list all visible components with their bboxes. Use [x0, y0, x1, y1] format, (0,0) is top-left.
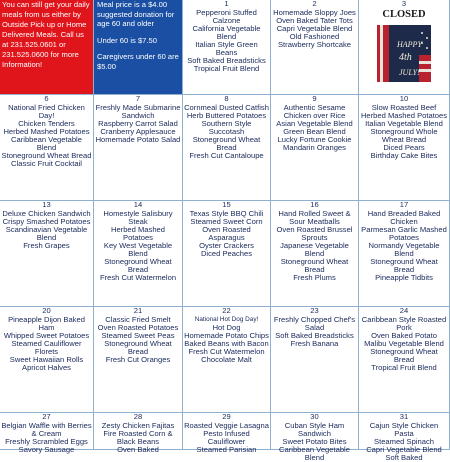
day-number: 31: [399, 412, 409, 421]
card-text-4th: 4th: [399, 51, 412, 63]
day-cell-24: [359, 307, 450, 413]
menu-item: Parmesan Garlic Mashed Potatoes: [361, 224, 447, 242]
menu-item: Soft Baked Breadsticks: [275, 330, 354, 340]
menu-item: Stoneground Wheat Bread: [192, 134, 261, 153]
day-cell-16: [271, 201, 359, 307]
info-box: [0, 0, 94, 95]
menu-item: Asian Vegetable Blend: [276, 118, 353, 128]
day-number: 10: [399, 94, 409, 103]
menu-item: Sweet Potato Bites: [282, 436, 347, 446]
menu-item: Apricot Halves: [22, 363, 71, 373]
day-cell-3-closed: [359, 0, 450, 95]
day-cell-10: [359, 95, 450, 201]
day-cell-1: [183, 0, 271, 95]
menu-item: Stoneground Wheat Bread: [370, 257, 438, 275]
day-number: 6: [44, 94, 49, 103]
menu-item: Stoneground Whole Wheat Bread: [370, 126, 438, 144]
menu-item: Steamed Cauliflower Florets: [11, 338, 82, 356]
menu-item: Italian Vegetable Blend: [365, 118, 443, 128]
menu-item: Fresh Cut Cantaloupe: [189, 151, 264, 161]
menu-item: Authentic Sesame Chicken over Rice: [283, 102, 346, 120]
day-number: 17: [399, 200, 409, 209]
menu-item: Fresh Banana: [290, 338, 339, 348]
menu-item: Slow Roasted Beef: [371, 102, 437, 112]
menu-item: Deluxe Chicken Sandwich: [2, 208, 91, 218]
day-number: 7: [135, 94, 141, 103]
fourth-of-july-card: [377, 25, 431, 82]
menu-item: Tropical Fruit Blend: [371, 363, 437, 373]
day-cell-14: [94, 201, 183, 307]
menu-item: Freshly Scrambled Eggs: [5, 436, 88, 446]
menu-item: Mandarin Oranges: [283, 143, 346, 153]
menu-item: Cranberry Applesauce: [100, 126, 176, 136]
menu-item: Oven Roasted Brussel Sprouts: [276, 224, 353, 242]
day-cell-15: [183, 201, 271, 307]
day-number: 13: [42, 200, 51, 209]
day-number: 27: [42, 412, 51, 421]
menu-item: Herb Buttered Potatoes: [186, 110, 267, 120]
menu-item: Herbed Mashed Potatoes: [360, 110, 448, 120]
day-cell-6: [0, 95, 94, 201]
menu-item: Stoneground Wheat Bread: [104, 338, 172, 356]
menu-item: Fire Roasted Corn & Black Beans: [103, 428, 173, 446]
menu-item: Diced Pears: [383, 143, 425, 153]
day-cell-9: [271, 95, 359, 201]
menu-item: Southern Style Succotash: [201, 118, 252, 136]
day-cell-8: [183, 95, 271, 201]
day-cell-27: [0, 412, 94, 454]
menu-item: Soft Baked Breadsticks: [187, 56, 266, 66]
menu-item: Oven Roasted Asparagus: [202, 224, 251, 242]
menu-item: Pineapple Dijon Baked Ham: [8, 314, 85, 332]
menu-item: Fresh Cut Oranges: [105, 355, 171, 365]
menu-item: Sweet Hawaiian Rolls: [9, 355, 84, 365]
menu-item: Herbed Mashed Potatoes: [110, 224, 166, 242]
card-text-happy: HAPPY: [397, 39, 422, 49]
menu-item: Lucky Fortune Cookie: [277, 134, 352, 144]
menu-item: Freshly Chopped Chef's Salad: [273, 314, 356, 332]
menu-item: Baked Beans with Bacon: [184, 338, 269, 348]
menu-item: Caribbean Vegetable Blend: [11, 134, 82, 153]
menu-item: Scandinavian Vegetable Blend: [5, 224, 88, 242]
day-number: 21: [133, 306, 143, 315]
menu-item: Herbed Mashed Potatoes: [3, 126, 90, 136]
menu-item: Steamed Spinach: [374, 436, 434, 446]
menu-item: Chocolate Malt: [201, 355, 252, 365]
menu-item: Fresh Plums: [293, 273, 336, 283]
price-line-under-60: Under 60 is $7.50: [97, 35, 157, 45]
day-number: 29: [222, 412, 231, 421]
day-number: 23: [310, 306, 319, 315]
menu-item: Belgian Waffle with Berries & Cream: [1, 420, 92, 438]
menu-item: Cuban Style Ham Sandwich: [284, 420, 345, 438]
menu-item: Caribbean Style Roasted Pork: [361, 314, 447, 332]
day-cell-7: [94, 95, 183, 201]
menu-item: Oven Baked Tater Tots: [276, 15, 353, 25]
card-text-july: JULY!: [399, 67, 420, 77]
menu-item: Hot Dog: [212, 322, 241, 332]
price-line-caregivers: Caregivers under 60 are $5.00: [97, 52, 179, 71]
menu-item: Pineapple Tidbits: [375, 273, 433, 283]
menu-item: Fresh Cut Watermelon: [188, 346, 265, 356]
menu-item: Stoneground Wheat Bread: [104, 257, 172, 275]
menu-item: Savory Sausage: [18, 444, 75, 454]
menu-item: Steamed Parisian: [196, 444, 257, 454]
day-number: 2: [312, 0, 317, 8]
menu-item: Fresh Cut Watermelon: [99, 273, 177, 283]
day-number: 8: [224, 94, 229, 103]
menu-item: Steamed Sweet Corn: [190, 216, 263, 226]
menu-item: Classic Fruit Cocktail: [11, 159, 82, 169]
menu-item: Cornmeal Dusted Catfish: [184, 102, 269, 112]
menu-item: Old Fashioned Strawberry Shortcake: [277, 31, 351, 49]
day-number: 22: [222, 306, 231, 315]
menu-item: Birthday Cake Bites: [370, 151, 438, 161]
day-cell-29: [183, 412, 271, 454]
day-cell-23: [271, 307, 359, 413]
day-number: 3: [401, 0, 407, 8]
menu-item: Oven Roasted Potatoes: [97, 322, 179, 332]
menu-item: Pesto Infused Cauliflower: [203, 428, 250, 446]
menu-item: Hand Rolled Sweet & Sour Meatballs: [278, 208, 351, 226]
menu-item: Steamed Sweet Peas: [101, 330, 175, 340]
menu-item: National Fried Chicken Day!: [8, 102, 85, 120]
flag-graphic: [377, 25, 431, 82]
menu-item: Oyster Crackers: [199, 240, 254, 250]
menu-item: National Hot Dog Day!: [194, 315, 259, 323]
menu-item: Tropical Fruit Blend: [193, 64, 260, 74]
day-cell-22: [183, 307, 271, 413]
day-number: 30: [310, 412, 319, 421]
closed-label: CLOSED: [382, 8, 426, 20]
menu-item: Homemade Potato Chips: [184, 330, 269, 340]
menu-item: Stoneground Wheat Bread: [280, 257, 349, 275]
menu-item: Zesty Chicken Fajitas: [101, 420, 175, 430]
day-cell-21: [94, 307, 183, 413]
menu-item: Key West Vegetable Blend: [103, 240, 173, 259]
menu-item: California Vegetable Blend: [192, 23, 261, 41]
menu-item: Green Bean Blend: [283, 126, 346, 136]
day-number: 16: [310, 200, 319, 209]
menu-item: Homemade Sloppy Joes: [273, 7, 356, 17]
day-number: 14: [133, 200, 143, 209]
day-number: 20: [42, 306, 51, 315]
day-cell-30: [271, 412, 359, 462]
menu-item: Raspberry Carrot Salad: [98, 118, 178, 128]
price-line-suggested: Meal price is a $4.00 suggested donation for age 60 and older: [97, 0, 175, 29]
menu-item: Oven Baked Potato: [371, 330, 437, 340]
menu-item: Pepperoni Stuffed Calzone: [196, 7, 257, 25]
menu-item: Oven Baked: [117, 444, 159, 454]
day-number: 9: [312, 94, 317, 103]
menu-item: Fresh Grapes: [23, 240, 70, 250]
day-number: 24: [399, 306, 409, 315]
day-cell-28: [94, 412, 183, 454]
day-cell-31: [359, 412, 450, 462]
menu-item: Hand Breaded Baked Chicken: [367, 208, 441, 226]
menu-item: Classic Fried Smelt: [105, 314, 171, 324]
menu-item: Diced Peaches: [200, 249, 253, 259]
day-cell-20: [0, 307, 94, 413]
menu-item: Cajun Style Chicken Pasta: [369, 420, 439, 438]
menu-item: Roasted Veggie Lasagna: [184, 420, 269, 430]
day-number: 1: [224, 0, 229, 8]
menu-item: Capri Vegetable Blend: [366, 444, 442, 454]
menu-item: Normandy Vegetable Blend: [368, 240, 440, 259]
day-cell-17: [359, 201, 450, 307]
day-number: 28: [133, 412, 143, 421]
menu-item: Homestyle Salisbury Steak: [103, 208, 173, 226]
menu-item: Soft Baked: [385, 452, 423, 462]
menu-item: Whipped Sweet Potatoes: [3, 330, 90, 340]
menu-item: Homemade Potato Salad: [95, 134, 181, 144]
day-cell-13: [0, 201, 94, 307]
day-number: 15: [222, 200, 231, 209]
menu-item: Chicken Tenders: [18, 118, 75, 128]
price-box: [94, 0, 183, 95]
day-cell-2: [271, 0, 359, 95]
menu-item: Caribbean Vegetable Blend: [279, 444, 350, 462]
info-box-text: You can still get your daily meals from us either by Outside Pick up or Home Delivered Meals. Call us at 231.525.0601 or 231.525.0600 for more Information!: [2, 0, 90, 69]
menu-item: Stoneground Wheat Bread: [370, 346, 438, 365]
menu-item: Texas Style BBQ Chili: [189, 208, 264, 218]
menu-item: Stoneground Wheat Bread: [1, 151, 92, 161]
menu-item: Crispy Smashed Potatoes: [2, 216, 91, 226]
menu-item: Malibu Vegetable Blend: [364, 338, 444, 348]
menu-item: Japanese Vegetable Blend: [280, 240, 349, 259]
menu-item: Freshly Made Submarine Sandwich: [95, 102, 181, 120]
menu-item: Capri Vegetable Blend: [276, 23, 353, 33]
menu-item: Italian Style Green Beans: [195, 39, 258, 58]
